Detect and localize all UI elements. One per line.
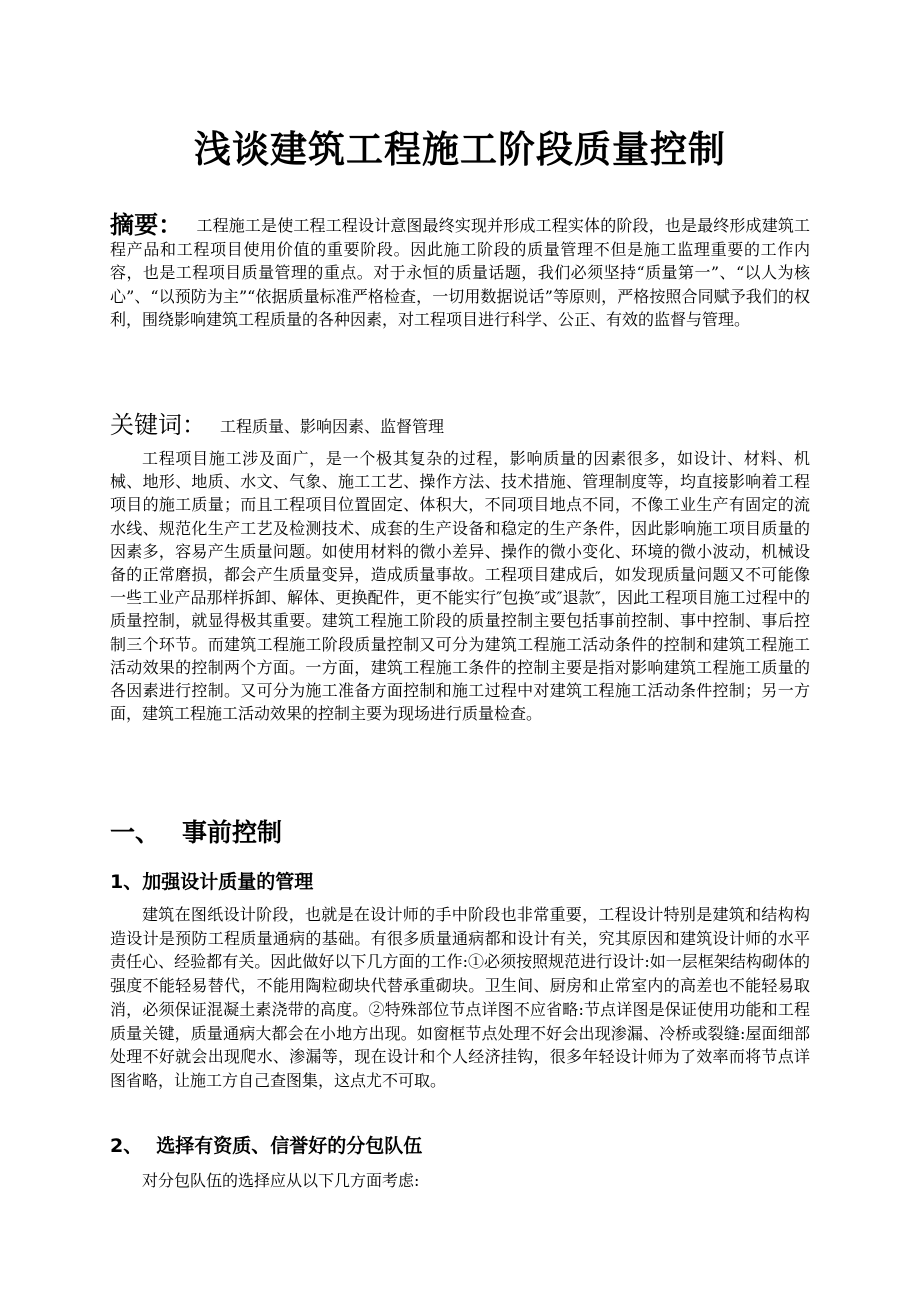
keywords-label: 关键词： <box>110 411 206 439</box>
document-title: 浅谈建筑工程施工阶段质量控制 <box>194 128 726 171</box>
keywords-paragraph <box>110 410 810 442</box>
abstract-text: 工程施工是使工程工程设计意图最终实现并形成工程实体的阶段，也是最终形成建筑工程产品和工程项目使用价值的重要阶段。因此施工阶段的质量管理不但是施工监理重要的工作内容，也是工程项目质量管理的重点。对于永恒的质量话题，我们必须坚持“质量第一”、“以人为核心”、“以预防为主”“依据质量标准严格检查，一切用数据说话”等原则，严格按照合同赋予我们的权利，围绕影响建筑工程质量的各种因素，对工程项目进行科学、公正、有效的监督与管理。 <box>110 216 810 329</box>
subsection-title: 选择有资质、信誉好的分包队伍 <box>156 1135 423 1157</box>
abstract-label: 摘要： <box>110 211 183 239</box>
subsection-1-paragraph: 建筑在图纸设计阶段，也就是在设计师的手中阶段也非常重要，工程设计特别是建筑和结构构造设计是预防工程质量通病的基础。有很多质量通病都和设计有关，究其原因和建筑设计师的水平责任心、经验都有关。因此做好以下几方面的工作:①必须按照规范进行设计:如一层框架结构砌体的强度不能轻易替代，不能用陶粒砌块代替承重砌块。卫生间、厨房和止常室内的高差也不能轻易取消，必须保证混凝土素浇带的高度。②特殊部位节点详图不应省略:节点详图是保证使用功能和工程质量关键，质量通病大都会在小地方出现。如窗框节点处理不好会出现渗漏、冷桥或裂缝:屋面细部处理不好就会出现爬水、渗漏等，现在设计和个人经济挂钩，很多年轻设计师为了效率而将节点详图省略，让施工方自己查图集，这点尤不可取。 <box>110 905 810 1090</box>
subsection-heading-2 <box>110 1130 422 1162</box>
abstract-paragraph <box>110 211 810 332</box>
keywords-text: 工程质量、影响因素、监督管理 <box>220 417 445 436</box>
subsection-number: 2、 <box>110 1135 143 1157</box>
section-number: 一、 <box>110 818 161 847</box>
intro-paragraph: 工程项目施工涉及面广，是一个极其复杂的过程，影响质量的因素很多，如设计、材料、机械、地形、地质、水文、气象、施工工艺、操作方法、技术措施、管理制度等，均直接影响着工程项目的施工质量；而且工程项目位置固定、体积大，不同项目地点不同，不像工业生产有固定的流水线、规范化生产工艺及检测技术、成套的生产设备和稳定的生产条件，因此影响施工项目质量的因素多，容易产生质量问题。如使用材料的微小差异、操作的微小变化、环境的微小波动，机械设备的正常磨损，都会产生质量变异，造成质量事故。工程项目建成后，如发现质量问题又不可能像一些工业产品那样拆卸、解体、更换配件，更不能实行″包换″或″退款″，因此工程项目施工过程中的质量控制，就显得极其重要。建筑工程施工阶段的质量控制主要包括事前控制、事中控制、事后控制三个环节。而建筑工程施工阶段质量控制又可分为建筑工程施工活动条件的控制和建筑工程施工活动效果的控制两个方面。一方面，建筑工程施工条件的控制主要是指对影响建筑工程施工质量的各因素进行控制。又可分为施工准备方面控制和施工过程中对建筑工程施工活动条件控制；另一方面，建筑工程施工活动效果的控制主要为现场进行质量检查。 <box>110 449 810 724</box>
subsection-2-paragraph: 对分包队伍的选择应从以下几方面考虑: <box>142 1171 420 1190</box>
section-heading-1 <box>110 811 282 855</box>
subsection-heading-1: 1、加强设计质量的管理 <box>110 871 314 893</box>
section-title: 事前控制 <box>182 818 283 847</box>
